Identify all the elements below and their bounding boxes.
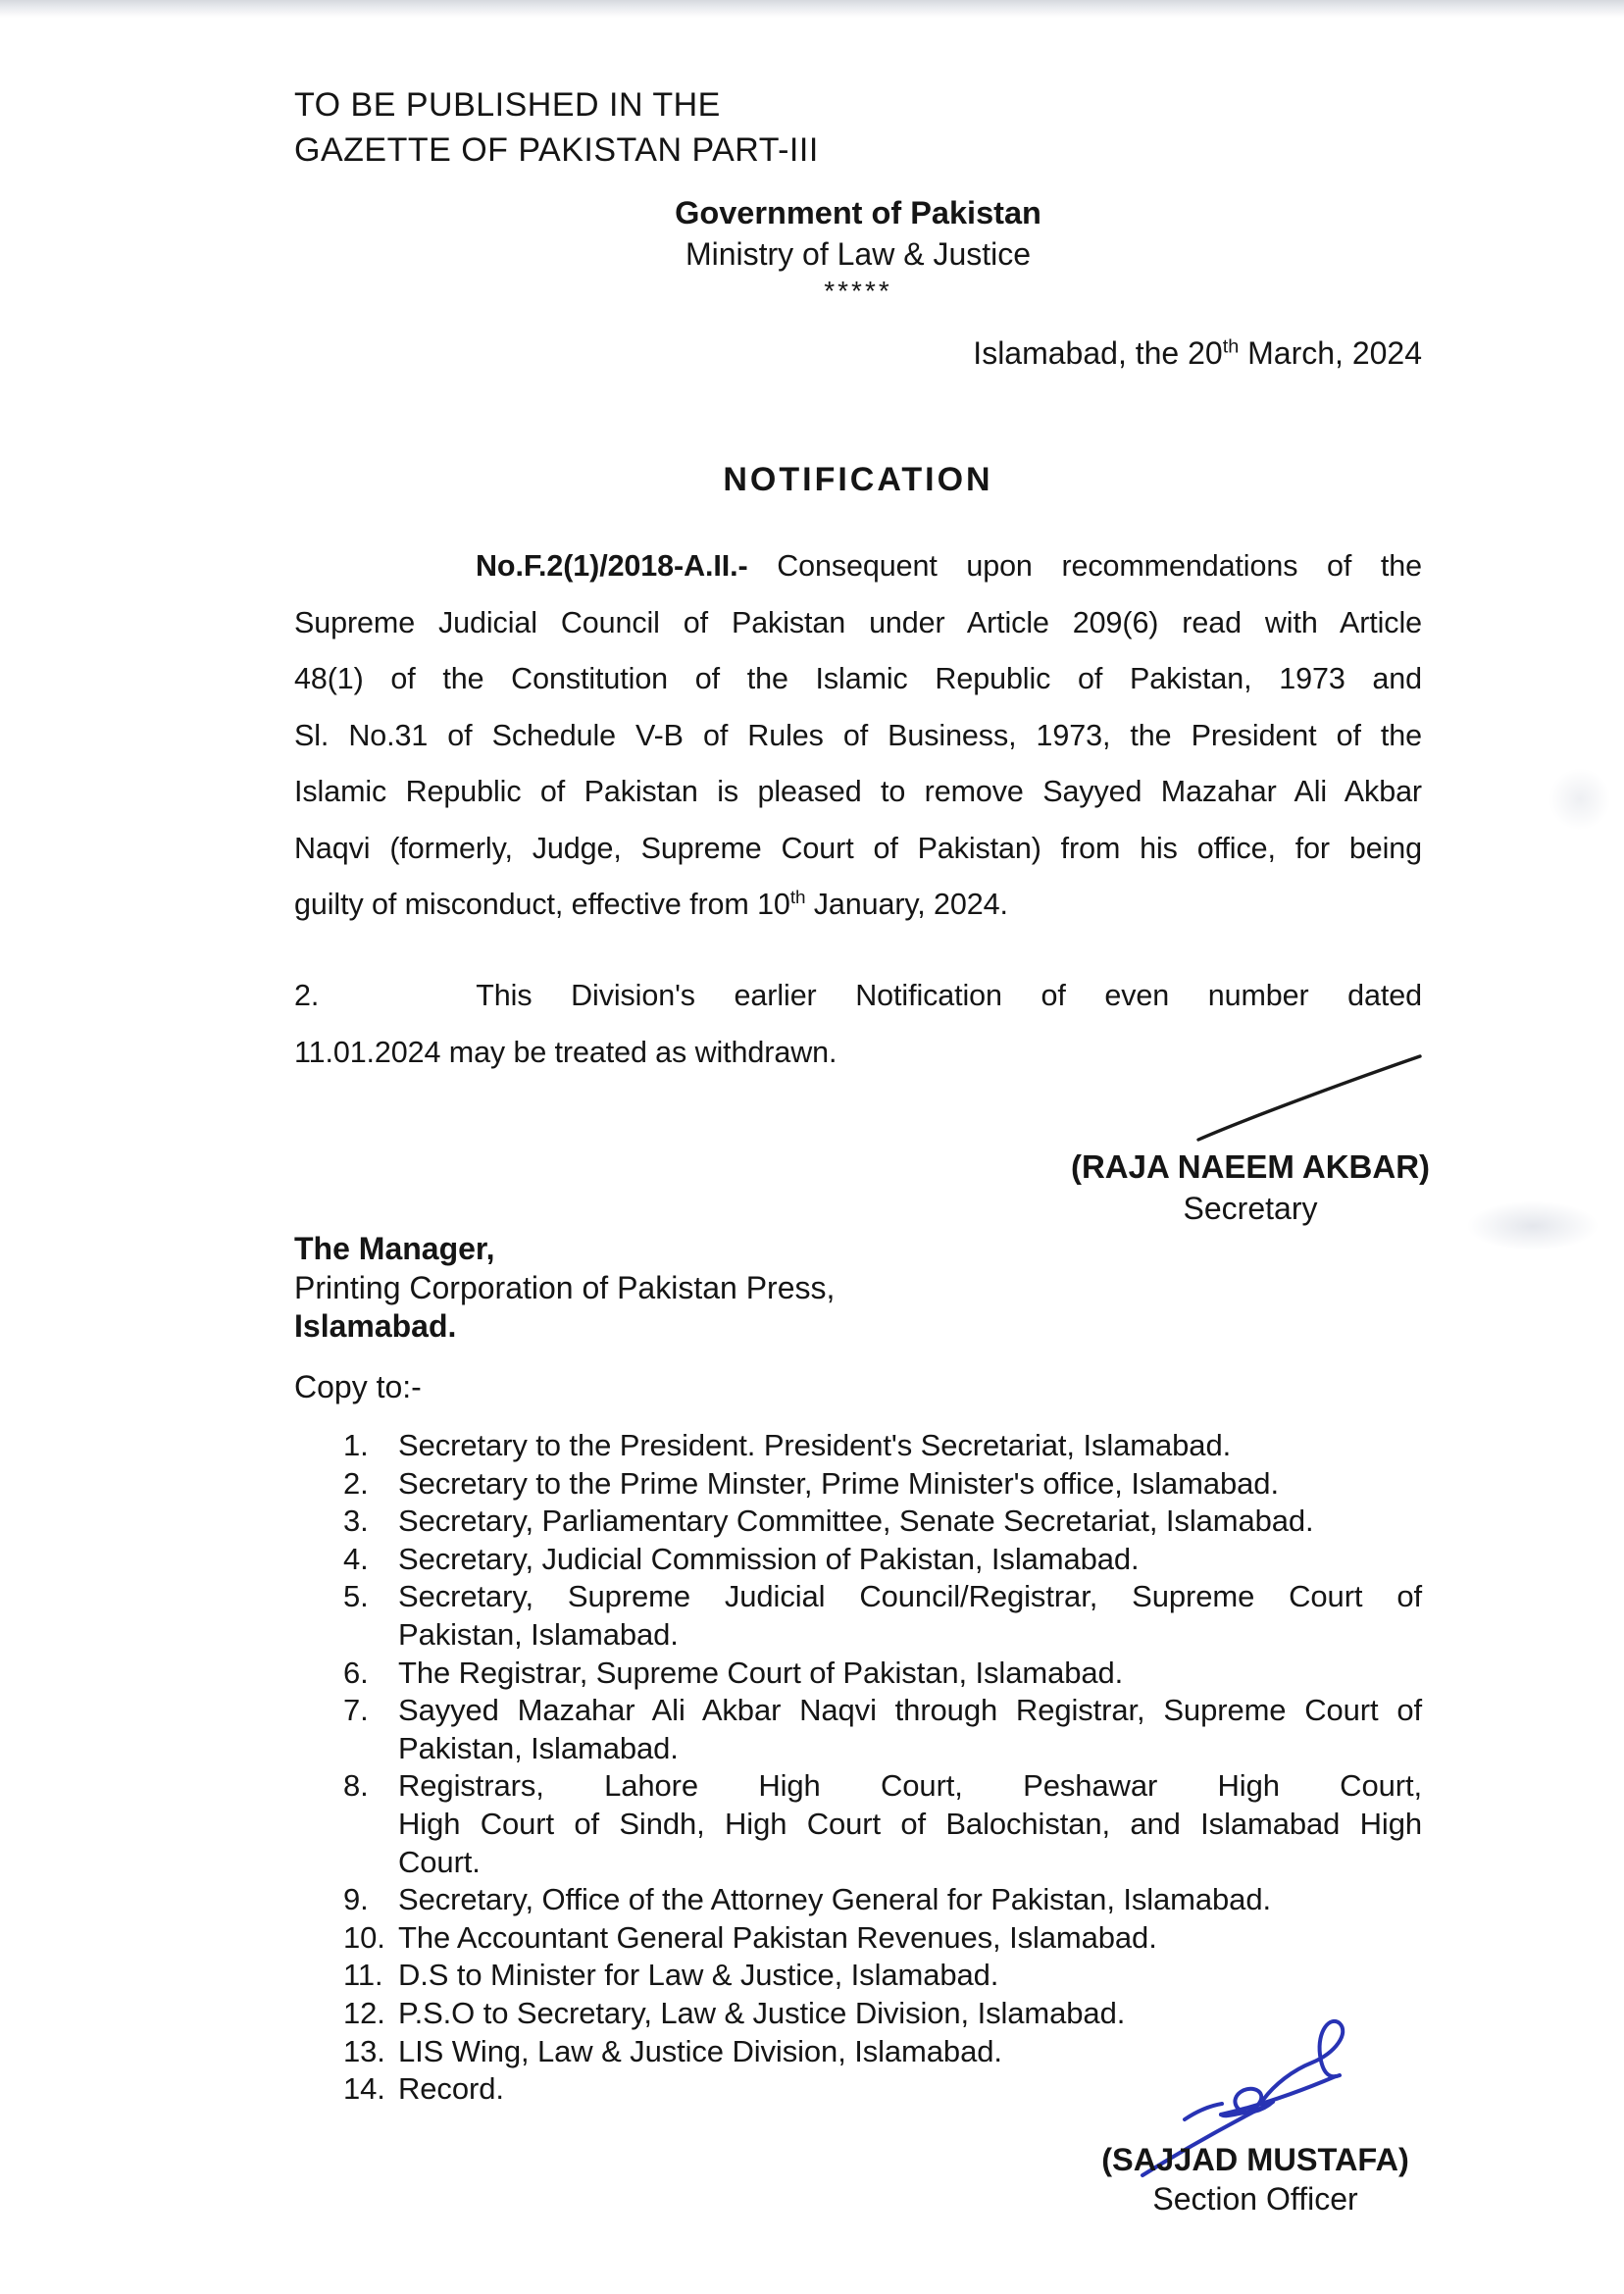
para-line: Islamic Republic of Pakistan is pleased to remove Sayyed Mazahar Ali Akbar — [294, 775, 1422, 808]
stars-separator: ***** — [824, 276, 892, 306]
para-line: 11.01.2024 may be treated as withdrawn. — [294, 1035, 837, 1069]
copy-item-text — [398, 1427, 1422, 1465]
text-line: Secretary, Office of the Attorney General for Pakistan, Islamabad. — [398, 1882, 1271, 1917]
para-line: Supreme Judicial Council of Pakistan under Article 209(6) read with Article — [294, 605, 1422, 639]
text-line: Secretary to the President. President's Secretariat, Islamabad. — [398, 1428, 1232, 1462]
copy-item-text — [398, 1465, 1422, 1504]
text-line: P.S.O to Secretary, Law & Justice Division, Islamabad. — [398, 1995, 1126, 2030]
copy-item-text — [398, 1881, 1422, 1919]
scan-smudge — [1536, 755, 1624, 843]
ministry-name: Ministry of Law & Justice — [685, 236, 1032, 272]
text-line: The Accountant General Pakistan Revenues, Islamabad. — [398, 1919, 1157, 1955]
copy-item-text — [398, 1655, 1422, 1693]
officer-signature-block — [1069, 2140, 1442, 2218]
para-line — [294, 538, 1422, 595]
text-line: Sayyed Mazahar Ali Akbar Naqvi through Registrar, Supreme Court of — [398, 1693, 1422, 1728]
scan-smudge — [1442, 1192, 1624, 1260]
addressee-name: The Manager, — [294, 1231, 495, 1266]
letterhead — [294, 192, 1422, 308]
copy-item-text — [398, 1503, 1422, 1541]
addressee-block — [294, 1230, 835, 1347]
text-line: Court. — [398, 1844, 481, 1879]
para-text: Consequent upon recommendations of the — [747, 549, 1422, 583]
copy-item-number: 11. — [343, 1958, 383, 1993]
copy-item-text — [398, 1541, 1422, 1579]
para-text: This Division's earlier Notification of even number dated — [476, 979, 1422, 1012]
dateline-post: March, 2024 — [1239, 335, 1422, 371]
para2-number: 2. — [294, 979, 320, 1012]
copy-item — [343, 1919, 1422, 1958]
copy-item-number: 12. — [343, 1995, 385, 2030]
copy-item — [343, 1541, 1422, 1579]
copy-item-number: 7. — [343, 1693, 369, 1728]
officer-title: Section Officer — [1152, 2181, 1358, 2217]
copy-item — [343, 1503, 1422, 1541]
copy-item-number: 14. — [343, 2071, 385, 2107]
text-line: LIS Wing, Law & Justice Division, Islamabad. — [398, 2033, 1002, 2068]
copy-item-text — [398, 1692, 1422, 1767]
text-line: Record. — [398, 2071, 504, 2107]
notification-title: NOTIFICATION — [723, 461, 993, 498]
secretary-title: Secretary — [1183, 1191, 1318, 1226]
copy-item-number: 8. — [343, 1768, 369, 1804]
para-line — [294, 877, 1422, 934]
copy-item — [343, 1767, 1422, 1881]
text-line: D.S to Minister for Law & Justice, Islamabad. — [398, 1958, 999, 1993]
government-name: Government of Pakistan — [675, 195, 1041, 230]
publish-note-line: TO BE PUBLISHED IN THE — [294, 86, 721, 124]
publish-note — [294, 82, 819, 173]
date-superscript: th — [789, 887, 806, 908]
copy-item — [343, 1427, 1422, 1465]
copy-item-number: 9. — [343, 1882, 369, 1917]
copy-item-text — [398, 1767, 1422, 1881]
scan-edge-shadow — [0, 0, 1624, 18]
copy-item-number: 3. — [343, 1504, 369, 1539]
publish-note-line: GAZETTE OF PAKISTAN PART-III — [294, 131, 819, 169]
copy-item — [343, 1655, 1422, 1693]
copy-item-number: 4. — [343, 1541, 369, 1576]
copy-item-number: 5. — [343, 1579, 369, 1614]
text-line: Pakistan, Islamabad. — [398, 1730, 679, 1765]
para-line: Naqvi (formerly, Judge, Supreme Court of Pakistan) from his office, for being — [294, 831, 1422, 865]
text-line: The Registrar, Supreme Court of Pakistan, Islamabad. — [398, 1655, 1124, 1690]
dateline-superscript: th — [1222, 335, 1240, 358]
dateline-pre: Islamabad, the 20 — [973, 335, 1223, 371]
officer-name: (SAJJAD MUSTAFA) — [1101, 2142, 1409, 2177]
copy-item-number: 2. — [343, 1465, 369, 1501]
copy-item — [343, 1465, 1422, 1504]
text-line: Pakistan, Islamabad. — [398, 1616, 679, 1652]
reference-number: No.F.2(1)/2018-A.II.- — [476, 549, 748, 583]
dateline — [294, 335, 1422, 372]
text-line: Secretary, Supreme Judicial Council/Registrar, Supreme Court of — [398, 1579, 1422, 1614]
copy-item — [343, 1692, 1422, 1767]
copy-item — [343, 1881, 1422, 1919]
text-line: Secretary, Judicial Commission of Pakistan, Islamabad. — [398, 1541, 1140, 1576]
copy-item-text — [398, 1578, 1422, 1654]
copy-item-number: 13. — [343, 2033, 385, 2068]
text-line: Secretary to the Prime Minster, Prime Minister's office, Islamabad. — [398, 1465, 1279, 1501]
secretary-signature-stroke — [1192, 1049, 1427, 1147]
copy-item-text — [398, 1957, 1422, 1995]
copy-item — [343, 1957, 1422, 1995]
addressee-org: Printing Corporation of Pakistan Press, — [294, 1269, 836, 1305]
copy-to-label: Copy to:- — [294, 1369, 422, 1404]
para-text: guilty of misconduct, effective from 10 — [294, 888, 790, 921]
addressee-city: Islamabad. — [294, 1308, 457, 1344]
copy-item-text — [398, 1919, 1422, 1958]
copy-item-number: 6. — [343, 1655, 369, 1690]
copy-item — [343, 1578, 1422, 1654]
notification-paragraph-1 — [294, 538, 1422, 934]
text-line: Secretary, Parliamentary Committee, Senate Secretariat, Islamabad. — [398, 1504, 1314, 1539]
para-line: Sl. No.31 of Schedule V-B of Rules of Business, 1973, the President of the — [294, 718, 1422, 752]
para-line — [294, 968, 1422, 1025]
secretary-signature-block — [1054, 1147, 1446, 1229]
text-line: High Court of Sindh, High Court of Balochistan, and Islamabad High — [398, 1806, 1422, 1841]
copy-item-number: 1. — [343, 1428, 369, 1462]
para-text: January, 2024. — [805, 888, 1008, 921]
secretary-name: (RAJA NAEEM AKBAR) — [1070, 1148, 1431, 1185]
text-line: Registrars, Lahore High Court, Peshawar High Court, — [398, 1768, 1422, 1804]
para-line: 48(1) of the Constitution of the Islamic Republic of Pakistan, 1973 and — [294, 662, 1422, 695]
copy-item-number: 10. — [343, 1919, 385, 1955]
copy-list — [343, 1427, 1422, 2109]
